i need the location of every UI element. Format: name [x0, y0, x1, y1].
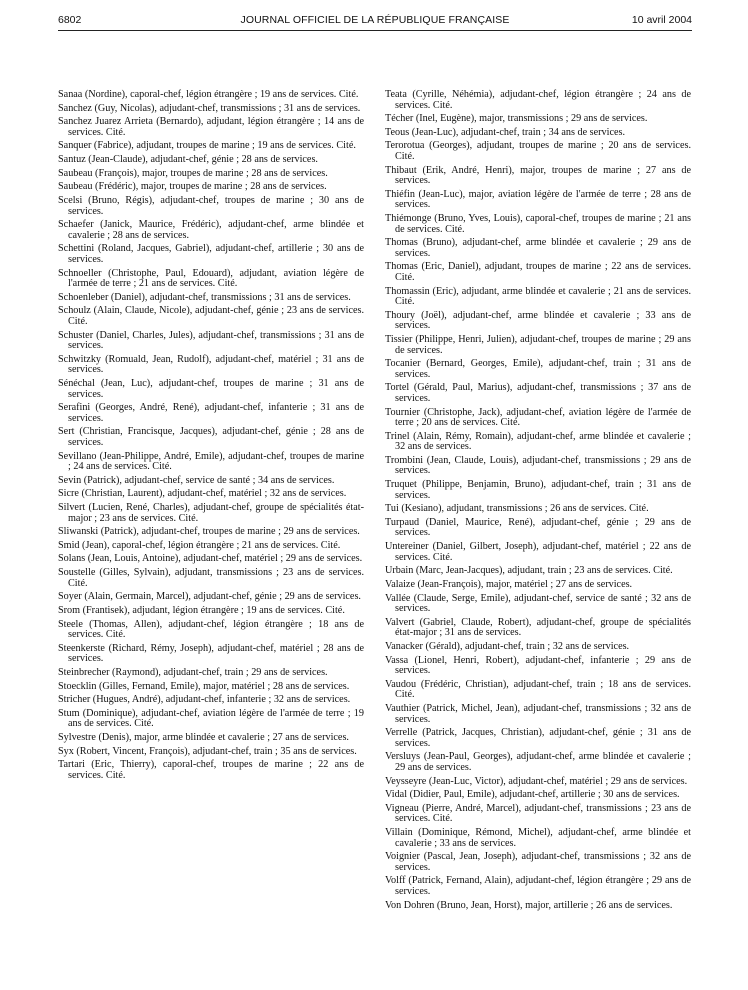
list-entry: Vidal (Didier, Paul, Emile), adjudant-chef, artillerie ; 30 ans de services. [385, 789, 680, 801]
list-entry: Técher (Inel, Eugène), major, transmissions ; 29 ans de services. [385, 113, 648, 125]
list-entry: Untereiner (Daniel, Gilbert, Joseph), adjudant-chef, matériel ; 22 ans de services. Cité. [385, 541, 691, 563]
list-entry: Schettini (Roland, Jacques, Gabriel), adjudant-chef, artillerie ; 30 ans de services. [58, 243, 364, 265]
list-entry: Versluys (Jean-Paul, Georges), adjudant-chef, arme blindée et cavalerie ; 29 ans de services. [385, 751, 691, 773]
list-entry: Sicre (Christian, Laurent), adjudant-chef, matériel ; 32 ans de services. [58, 488, 347, 500]
list-entry: Thomas (Eric, Daniel), adjudant, troupes de marine ; 22 ans de services. Cité. [385, 261, 691, 283]
list-entry: Villain (Dominique, Rémond, Michel), adjudant-chef, arme blindée et cavalerie ; 33 ans de services. [385, 827, 691, 849]
list-entry: Tui (Kesiano), adjudant, transmissions ; 26 ans de services. Cité. [385, 503, 649, 515]
list-entry: Sevin (Patrick), adjudant-chef, service de santé ; 34 ans de services. [58, 474, 335, 486]
list-entry: Sanchez (Guy, Nicolas), adjudant-chef, transmissions ; 31 ans de services. [58, 102, 361, 114]
list-entry: Vanacker (Gérald), adjudant-chef, train ; 32 ans de services. [385, 640, 630, 652]
list-entry: Stum (Dominique), adjudant-chef, aviation légère de l'armée de terre ; 19 ans de services. Cité. [58, 707, 364, 730]
list-entry: Vallée (Claude, Serge, Emile), adjudant-chef, service de santé ; 32 ans de services. [385, 592, 691, 615]
list-entry: Sevillano (Jean-Philippe, André, Emile), adjudant-chef, troupes de marine ; 24 ans de services. Cité. [58, 450, 364, 473]
list-entry: Von Dohren (Bruno, Jean, Horst), major, artillerie ; 26 ans de services. [385, 899, 673, 911]
list-entry: Turpaud (Daniel, Maurice, René), adjudant-chef, génie ; 29 ans de services. [385, 516, 691, 539]
list-entry: Terorotua (Georges), adjudant, troupes de marine ; 20 ans de services. Cité. [385, 140, 691, 163]
list-entry: Steenkerste (Richard, Rémy, Joseph), adjudant-chef, matériel ; 28 ans de services. [58, 642, 364, 665]
list-entry: Saubeau (François), major, troupes de marine ; 28 ans de services. [58, 167, 328, 179]
list-entry: Sanquer (Fabrice), adjudant, troupes de marine ; 19 ans de services. Cité. [58, 140, 356, 152]
right-column [385, 90, 691, 914]
list-entry: Tortel (Gérald, Paul, Marius), adjudant-chef, transmissions ; 37 ans de services. [385, 382, 691, 404]
list-entry: Tournier (Christophe, Jack), adjudant-chef, aviation légère de l'armée de terre ; 20 ans de services. Cité. [385, 406, 691, 429]
list-entry: Scelsi (Bruno, Régis), adjudant-chef, troupes de marine ; 30 ans de services. [58, 195, 364, 217]
list-entry: Schoulz (Alain, Claude, Nicole), adjudant-chef, génie ; 23 ans de services. Cité. [58, 305, 364, 327]
list-entry: Teous (Jean-Luc), adjudant-chef, train ; 34 ans de services. [385, 126, 626, 138]
list-entry: Schuster (Daniel, Charles, Jules), adjudant-chef, transmissions ; 31 ans de services. [58, 329, 364, 352]
list-entry: Thoury (Joël), adjudant-chef, arme blindée et cavalerie ; 33 ans de services. [385, 309, 691, 332]
list-entry: Sert (Christian, Francisque, Jacques), adjudant-chef, génie ; 28 ans de services. [58, 426, 364, 448]
list-entry: Schwitzky (Romuald, Jean, Rudolf), adjudant-chef, matériel ; 31 ans de services. [58, 353, 364, 376]
list-entry: Sanchez Juarez Arrieta (Bernardo), adjudant, légion étrangère ; 14 ans de services. Cité. [58, 116, 364, 138]
list-entry: Trinel (Alain, Rémy, Romain), adjudant-chef, arme blindée et cavalerie ; 32 ans de services. [385, 430, 691, 453]
list-entry: Urbain (Marc, Jean-Jacques), adjudant, train ; 23 ans de services. Cité. [385, 565, 673, 577]
left-column [58, 90, 364, 785]
list-entry: Valvert (Gabriel, Claude, Robert), adjudant-chef, groupe de spécialités état-major ; 31 ans de services. [385, 616, 691, 639]
list-entry: Soustelle (Gilles, Sylvain), adjudant, transmissions ; 23 ans de services. Cité. [58, 567, 364, 589]
list-entry: Schnoeller (Christophe, Paul, Edouard), adjudant, aviation légère de l'armée de terre ; 21 ans de services. Cité. [58, 267, 364, 290]
list-entry: Srom (Frantisek), adjudant, légion étrangère ; 19 ans de services. Cité. [58, 604, 345, 616]
list-entry: Schaefer (Janick, Maurice, Frédéric), adjudant-chef, arme blindée et cavalerie ; 28 ans de services. [58, 219, 364, 241]
list-entry: Verrelle (Patrick, Jacques, Christian), adjudant-chef, génie ; 31 ans de services. [385, 727, 691, 749]
list-entry: Vassa (Lionel, Henri, Robert), adjudant-chef, infanterie ; 29 ans de services. [385, 654, 691, 677]
page-number: 6802 [58, 14, 82, 26]
list-entry: Saubeau (Frédéric), major, troupes de marine ; 28 ans de services. [58, 181, 327, 193]
list-entry: Valaize (Jean-François), major, matériel ; 27 ans de services. [385, 578, 633, 590]
list-entry: Silvert (Lucien, René, Charles), adjudant-chef, groupe de spécialités état-major ; 23 ans de services. Cité. [58, 502, 364, 524]
list-entry: Thibaut (Erik, André, Henri), major, troupes de marine ; 27 ans de services. [385, 164, 691, 187]
list-entry: Vigneau (Pierre, André, Marcel), adjudant-chef, transmissions ; 23 ans de services. Cité. [385, 802, 691, 825]
list-entry: Sénéchal (Jean, Luc), adjudant-chef, troupes de marine ; 31 ans de services. [58, 377, 364, 400]
list-entry: Trombini (Jean, Claude, Louis), adjudant-chef, transmissions ; 29 ans de services. [385, 454, 691, 477]
journal-title: JOURNAL OFFICIEL DE LA RÉPUBLIQUE FRANÇAISE [240, 14, 510, 26]
list-entry: Solans (Jean, Louis, Antoine), adjudant-chef, matériel ; 29 ans de services. [58, 553, 363, 565]
list-entry: Sliwanski (Patrick), adjudant-chef, troupes de marine ; 29 ans de services. [58, 526, 360, 538]
list-entry: Schoenleber (Daniel), adjudant-chef, transmissions ; 31 ans de services. [58, 291, 351, 303]
list-entry: Thomassin (Eric), adjudant, arme blindée et cavalerie ; 21 ans de services. Cité. [385, 285, 691, 308]
list-entry: Sanaa (Nordine), caporal-chef, légion étrangère ; 19 ans de services. Cité. [58, 89, 359, 100]
list-entry: Sylvestre (Denis), major, arme blindée et cavalerie ; 27 ans de services. [58, 732, 349, 744]
list-entry: Smid (Jean), caporal-chef, légion étrangère ; 21 ans de services. Cité. [58, 539, 341, 551]
list-entry: Stricher (Hugues, André), adjudant-chef, infanterie ; 32 ans de services. [58, 694, 351, 706]
list-entry: Tocanier (Bernard, Georges, Emile), adjudant-chef, train ; 31 ans de services. [385, 358, 691, 380]
list-entry: Thomas (Bruno), adjudant-chef, arme blindée et cavalerie ; 29 ans de services. [385, 237, 691, 259]
list-entry: Soyer (Alain, Germain, Marcel), adjudant-chef, génie ; 29 ans de services. [58, 591, 361, 603]
list-entry: Stoecklin (Gilles, Fernand, Emile), major, matériel ; 28 ans de services. [58, 680, 350, 692]
list-entry: Thiémonge (Bruno, Yves, Louis), caporal-chef, troupes de marine ; 21 ans de services. Cité. [385, 213, 691, 235]
list-entry: Veysseyre (Jean-Luc, Victor), adjudant-chef, matériel ; 29 ans de services. [385, 775, 688, 787]
list-entry: Syx (Robert, Vincent, François), adjudant-chef, train ; 35 ans de services. [58, 745, 357, 757]
list-entry: Vaudou (Frédéric, Christian), adjudant-chef, train ; 18 ans de services. Cité. [385, 678, 691, 701]
list-entry: Thiéfin (Jean-Luc), major, aviation légère de l'armée de terre ; 28 ans de services. [385, 188, 691, 211]
list-entry: Voignier (Pascal, Jean, Joseph), adjudant-chef, transmissions ; 32 ans de services. [385, 851, 691, 873]
list-entry: Truquet (Philippe, Benjamin, Bruno), adjudant-chef, train ; 31 ans de services. [385, 479, 691, 501]
header-rule [58, 30, 692, 31]
list-entry: Steele (Thomas, Allen), adjudant-chef, légion étrangère ; 18 ans de services. Cité. [58, 618, 364, 641]
publication-date: 10 avril 2004 [631, 14, 692, 26]
list-entry: Vauthier (Patrick, Michel, Jean), adjudant-chef, transmissions ; 32 ans de services. [385, 702, 691, 725]
list-entry: Santuz (Jean-Claude), adjudant-chef, génie ; 28 ans de services. [58, 154, 318, 166]
list-entry: Steinbrecher (Raymond), adjudant-chef, train ; 29 ans de services. [58, 666, 328, 678]
list-entry: Teata (Cyrille, Néhémia), adjudant-chef, légion étrangère ; 24 ans de services. Cité. [385, 89, 691, 111]
list-entry: Volff (Patrick, Fernand, Alain), adjudant-chef, légion étrangère ; 29 ans de services. [385, 875, 691, 897]
list-entry: Tissier (Philippe, Henri, Julien), adjudant-chef, troupes de marine ; 29 ans de services. [385, 333, 691, 356]
list-entry: Tartari (Eric, Thierry), caporal-chef, troupes de marine ; 22 ans de services. Cité. [58, 759, 364, 781]
list-entry: Serafini (Georges, André, René), adjudant-chef, infanterie ; 31 ans de services. [58, 402, 364, 424]
